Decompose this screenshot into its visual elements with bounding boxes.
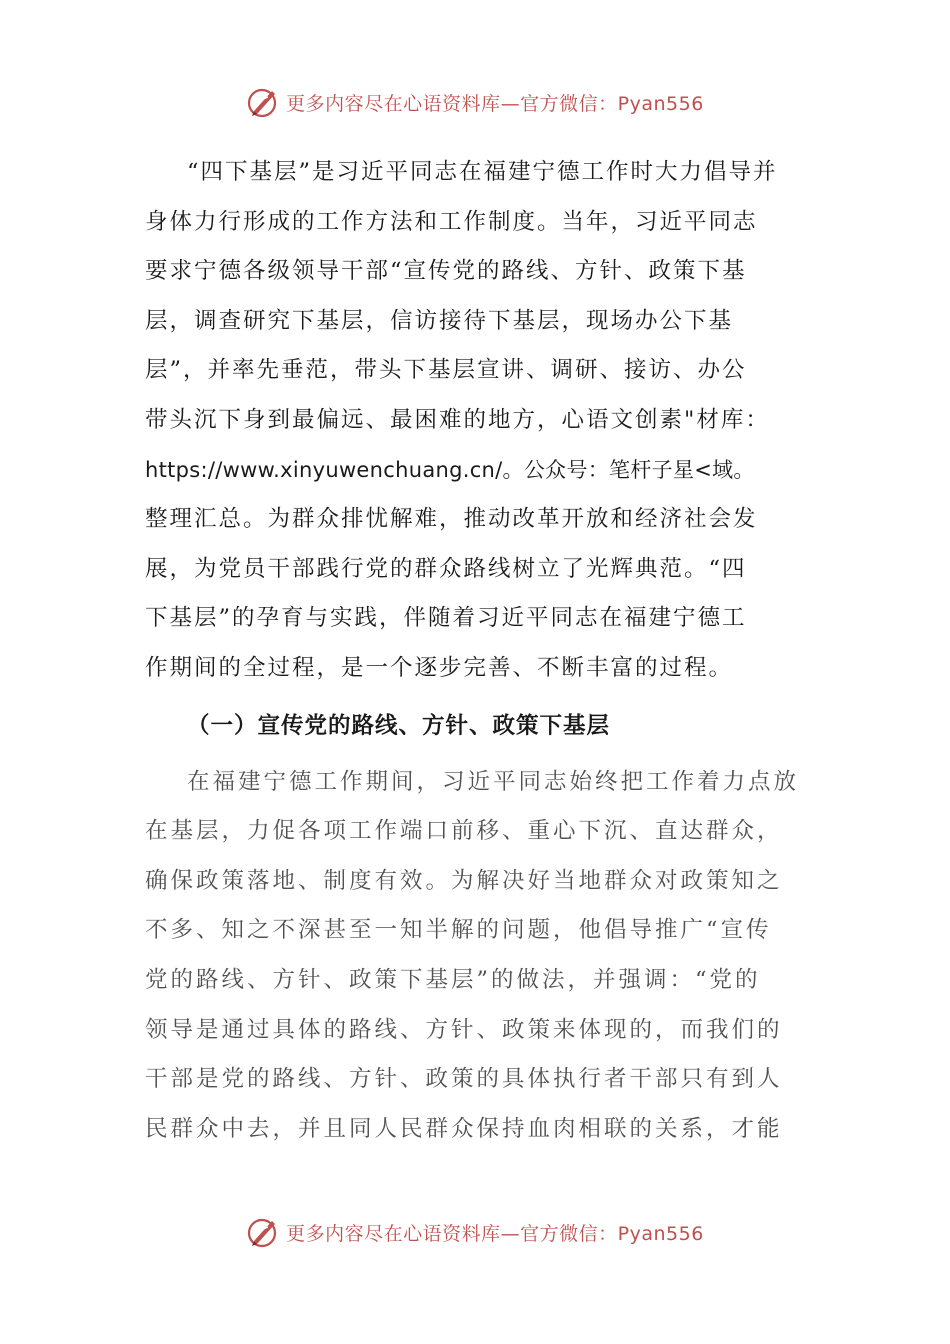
text-line: “四下基层”是习近平同志在福建宁德工作时大力倡导并: [187, 159, 778, 185]
pen-logo-icon: [246, 85, 280, 119]
text-line: 在基层，力促各项工作端口前移、重心下沉、直达群众，: [145, 818, 783, 845]
text-line: 作期间的全过程，是一个逐步完善、不断丰富的过程。: [145, 654, 734, 681]
text-line: 整理汇总。为群众排忧解难，推动改革开放和经济社会发: [145, 506, 758, 533]
text-line: 下基层”的孕育与实践，伴随着习近平同志在福建宁德工: [145, 605, 747, 632]
text-line: 领导是通过具体的路线、方针、政策来体现的，而我们的: [145, 1016, 783, 1043]
text-line: 不多、知之不深甚至一知半解的问题，他倡导推广“宣传: [145, 917, 772, 944]
text-line: 在福建宁德工作期间，习近平同志始终把工作着力点放: [187, 768, 800, 795]
text-line: 要求宁德各级领导干部“宣传党的路线、方针、政策下基: [145, 258, 747, 285]
text-line: 干部是党的路线、方针、政策的具体执行者干部只有到人: [145, 1066, 783, 1093]
header-banner: [0, 82, 950, 122]
text-line: 确保政策落地、制度有效。为解决好当地群众对政策知之: [145, 867, 783, 894]
text-line: 身体力行形成的工作方法和工作制度。当年，习近平同志: [145, 208, 758, 235]
text-line: 展，为党员干部践行党的群众路线树立了光辉典范。“四: [145, 555, 747, 582]
banner-text: 更多内容尽在心语资料库—官方微信：Pyan556: [286, 1222, 704, 1245]
text-line: 带头沉下身到最偏远、最困难的地方，心语文创素"材库：: [145, 406, 770, 433]
banner-text: 更多内容尽在心语资料库—官方微信：Pyan556: [286, 92, 704, 115]
text-line: 党的路线、方针、政策下基层”的做法，并强调：“党的: [145, 966, 761, 993]
text-line-url: https://www.xinyuwenchuang.cn/。公众号：笔杆子星<域。: [145, 457, 755, 482]
paragraph-1: [145, 148, 805, 694]
section-heading: （一）宣传党的路线、方针、政策下基层: [187, 712, 611, 739]
text-line: 层”，并率先垂范，带头下基层宣讲、调研、接访、办公: [145, 357, 747, 384]
pen-logo-icon: [246, 1215, 280, 1249]
text-line: 民群众中去，并且同人民群众保持血肉相联的关系，才能: [145, 1115, 783, 1142]
paragraph-2: [145, 758, 805, 1155]
text-line: 层，调查研究下基层，信访接待下基层，现场办公下基: [145, 307, 734, 334]
document-body: [145, 148, 805, 1154]
footer-banner: [0, 1212, 950, 1252]
